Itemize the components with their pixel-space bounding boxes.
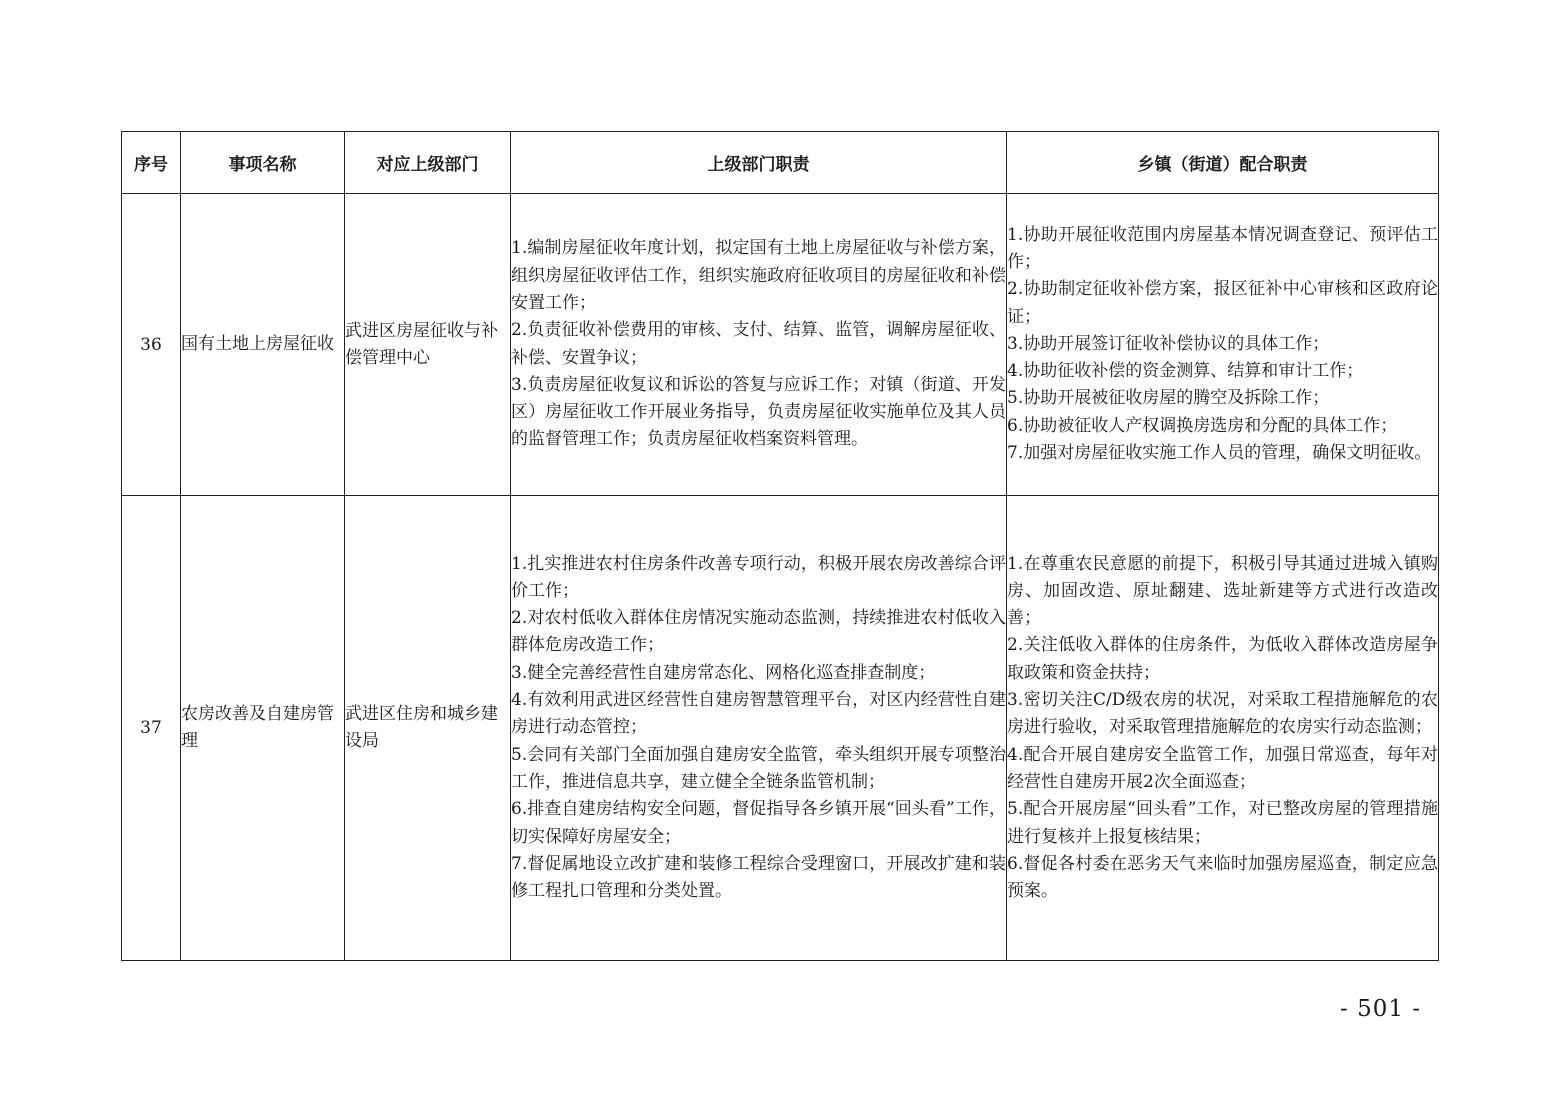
duty-item: 7.加强对房屋征收实施工作人员的管理，确保文明征收。 bbox=[1007, 443, 1432, 464]
duty-item: 4.协助征收补偿的资金测算、结算和审计工作； bbox=[1007, 361, 1364, 382]
duty-item: 1.在尊重农民意愿的前提下，积极引导其通过进城入镇购房、加固改造、原址翻建、选址新建等方式进行改造改善； bbox=[1007, 553, 1438, 629]
duty-item: 1.扎实推进农村住房条件改善专项行动，积极开展农房改善综合评价工作； bbox=[511, 553, 1006, 601]
table-row bbox=[122, 194, 1439, 496]
duty-item: 3.负责房屋征收复议和诉讼的答复与应诉工作；对镇（街道、开发区）房屋征收工作开展业务指导，负责房屋征收实施单位及其人员的监督管理工作；负责房屋征收档案资料管理。 bbox=[511, 374, 1006, 450]
duty-item: 2.对农村低收入群体住房情况实施动态监测，持续推进农村低收入群体危房改造工作； bbox=[511, 608, 1006, 656]
header-item-name: 事项名称 bbox=[181, 132, 345, 194]
duty-item: 2.协助制定征收补偿方案，报区征补中心审核和区政府论证； bbox=[1007, 279, 1438, 327]
duty-item: 7.督促属地设立改扩建和装修工程综合受理窗口，开展改扩建和装修工程扎口管理和分类处置。 bbox=[511, 853, 1006, 902]
row-seq: 36 bbox=[122, 194, 181, 496]
duty-item: 4.配合开展自建房安全监管工作，加强日常巡查，每年对经营性自建房开展2次全面巡查； bbox=[1007, 744, 1438, 792]
header-upper-duties: 上级部门职责 bbox=[511, 132, 1007, 194]
row-upper-duties bbox=[511, 194, 1007, 496]
header-row bbox=[122, 132, 1439, 194]
row-item-name: 国有土地上房屋征收 bbox=[181, 194, 345, 496]
duty-item: 6.督促各村委在恶劣天气来临时加强房屋巡查，制定应急预案。 bbox=[1007, 853, 1438, 902]
row-seq: 37 bbox=[122, 496, 181, 961]
page-number: - 501 - bbox=[1340, 996, 1422, 1022]
duties-table bbox=[121, 131, 1439, 961]
header-town-duties: 乡镇（街道）配合职责 bbox=[1007, 132, 1439, 194]
duty-item: 5.会同有关部门全面加强自建房安全监管，牵头组织开展专项整治工作，推进信息共享，建立健全全链条监管机制； bbox=[511, 744, 1006, 792]
row-upper-department: 武进区房屋征收与补偿管理中心 bbox=[345, 194, 511, 496]
row-town-duties bbox=[1007, 194, 1439, 496]
table-row bbox=[122, 496, 1439, 961]
header-upper-department: 对应上级部门 bbox=[345, 132, 511, 194]
duty-item: 6.排查自建房结构安全问题，督促指导各乡镇开展“回头看”工作，切实保障好房屋安全； bbox=[511, 799, 1006, 847]
duty-item: 5.配合开展房屋“回头看”工作，对已整改房屋的管理措施进行复核并上报复核结果； bbox=[1007, 799, 1438, 847]
duty-item: 6.协助被征收人产权调换房选房和分配的具体工作； bbox=[1007, 415, 1398, 436]
duty-item: 1.编制房屋征收年度计划，拟定国有土地上房屋征收与补偿方案，组织房屋征收评估工作，组织实施政府征收项目的房屋征收和补偿安置工作； bbox=[511, 238, 1006, 313]
duty-item: 3.协助开展签订征收补偿协议的具体工作； bbox=[1007, 333, 1330, 354]
row-item-name: 农房改善及自建房管理 bbox=[181, 496, 345, 961]
duty-item: 3.密切关注C/D级农房的状况，对采取工程措施解危的农房进行验收，对采取管理措施解危的农房实行动态监测； bbox=[1007, 690, 1438, 738]
row-upper-duties bbox=[511, 496, 1007, 961]
row-upper-department: 武进区住房和城乡建设局 bbox=[345, 496, 511, 961]
row-town-duties bbox=[1007, 496, 1439, 961]
duty-item: 2.负责征收补偿费用的审核、支付、结算、监管，调解房屋征收、补偿、安置争议； bbox=[511, 320, 1006, 368]
duty-item: 3.健全完善经营性自建房常态化、网格化巡查排查制度； bbox=[511, 662, 936, 683]
duty-item: 5.协助开展被征收房屋的腾空及拆除工作； bbox=[1007, 388, 1330, 409]
header-seq: 序号 bbox=[122, 132, 181, 194]
duty-item: 2.关注低收入群体的住房条件，为低收入群体改造房屋争取政策和资金扶持； bbox=[1007, 635, 1438, 683]
duty-item: 4.有效利用武进区经营性自建房智慧管理平台，对区内经营性自建房进行动态管控； bbox=[511, 690, 1006, 738]
duty-item: 1.协助开展征收范围内房屋基本情况调查登记、预评估工作； bbox=[1007, 224, 1438, 272]
